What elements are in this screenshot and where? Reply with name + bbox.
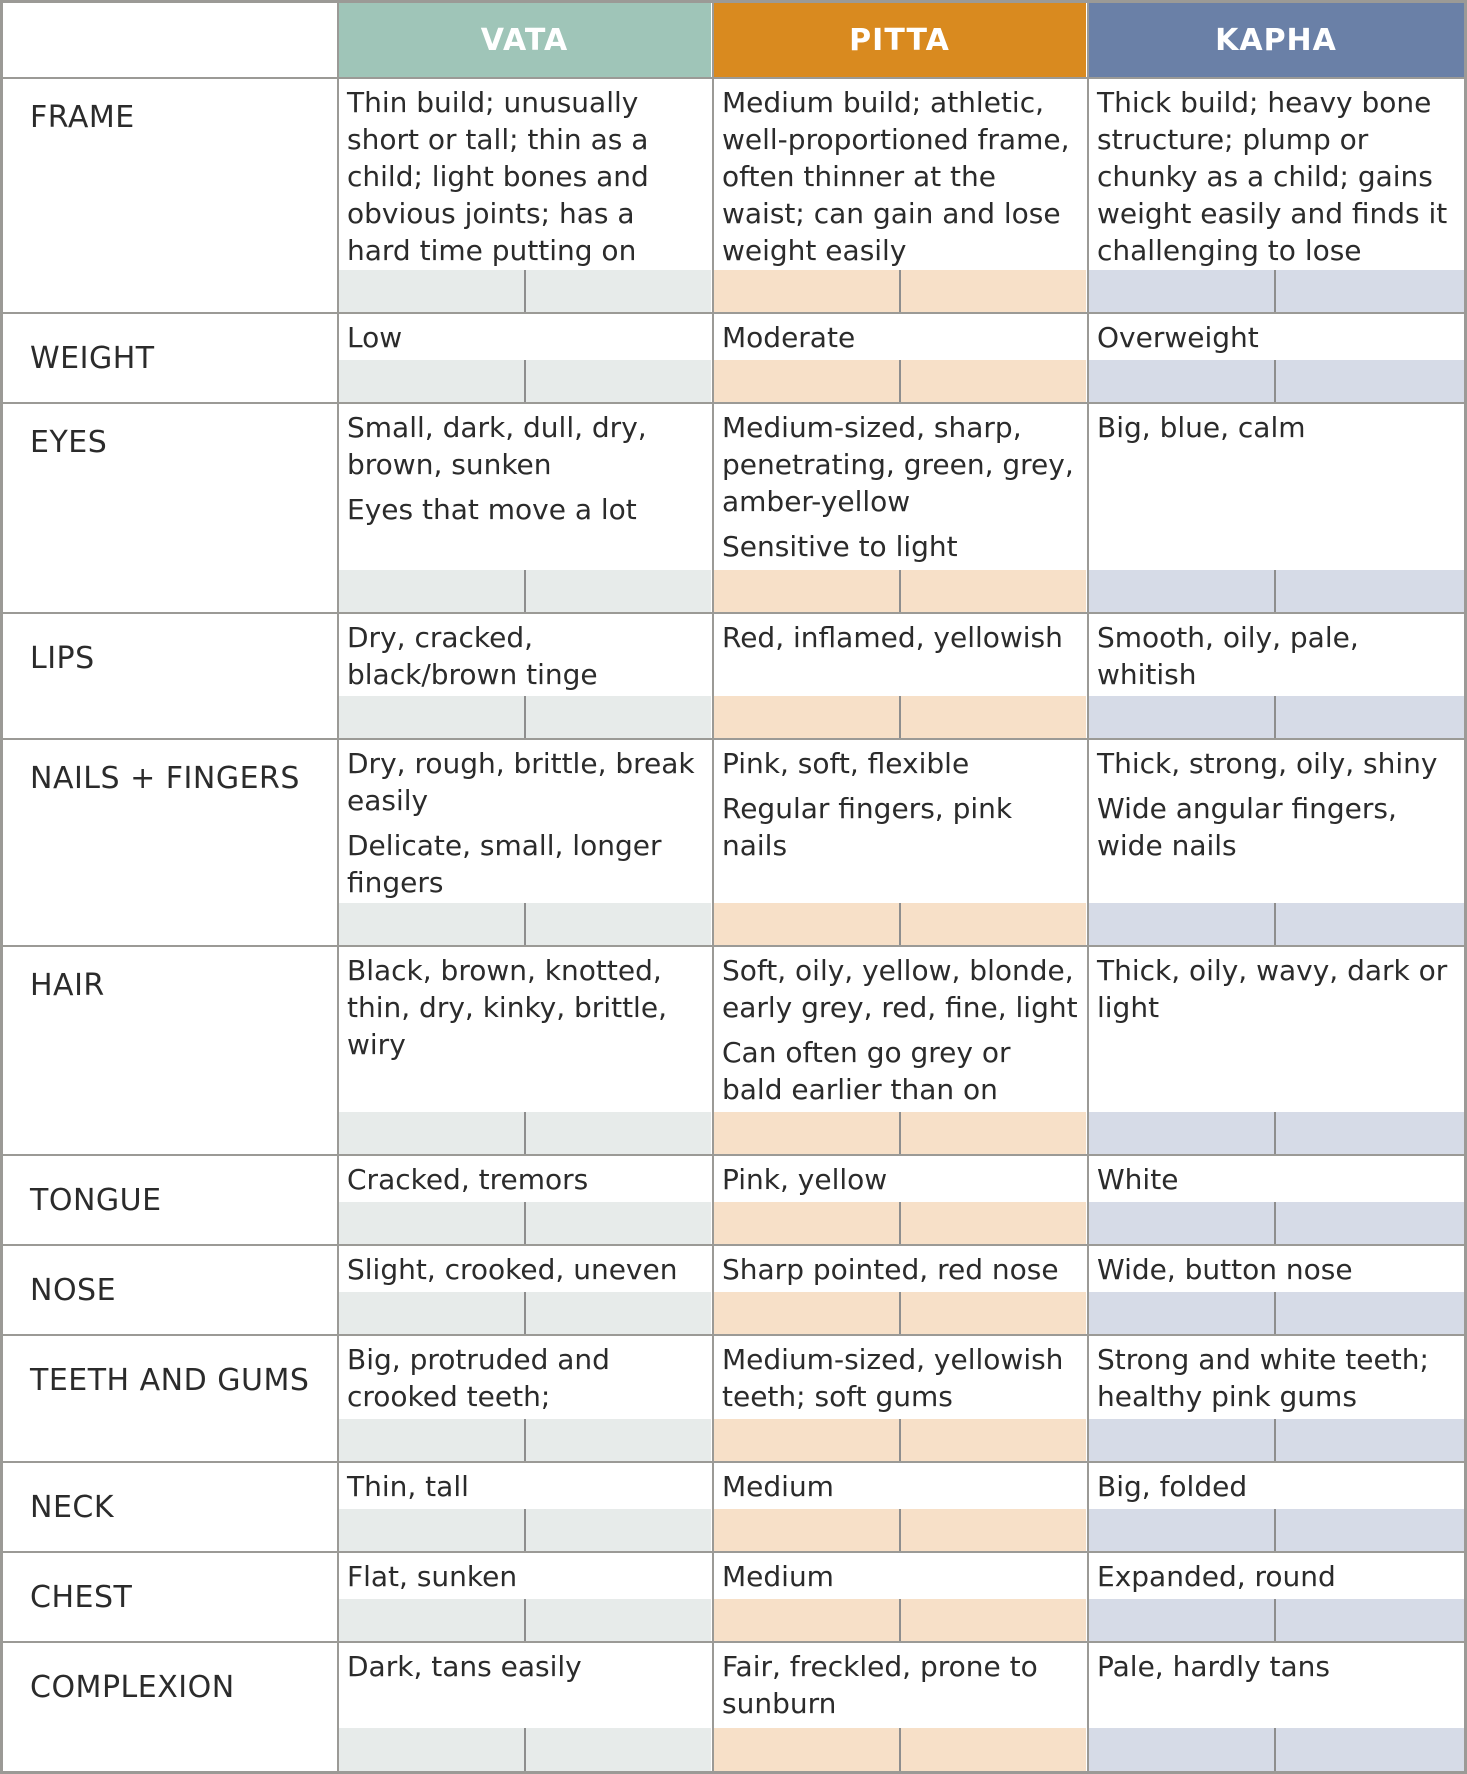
row-divider <box>3 77 1464 79</box>
score-bar <box>338 570 711 613</box>
score-box[interactable] <box>338 1728 524 1771</box>
score-bar <box>713 1112 1086 1155</box>
score-box[interactable] <box>1088 570 1274 613</box>
score-bar <box>713 270 1086 313</box>
cell-paragraph: Pale, hardly tans <box>1097 1650 1331 1683</box>
score-bar <box>338 1599 711 1642</box>
row-divider <box>3 402 1464 404</box>
cell-vata <box>338 1552 711 1642</box>
row-divider <box>3 945 1464 947</box>
column-header-pitta: PITTA <box>713 3 1086 78</box>
cell-paragraph: Dry, rough, brittle, break easily <box>347 747 695 817</box>
cell-paragraph: Big, protruded and crooked teeth; <box>347 1343 610 1413</box>
cell-paragraph: Wide angular fingers, wide nails <box>1097 792 1397 862</box>
score-box[interactable] <box>526 1728 711 1771</box>
cell-paragraph: Sensitive to light <box>722 530 958 563</box>
cell-text <box>713 1642 1086 1730</box>
cell-paragraph: Smooth, oily, pale, whitish <box>1097 621 1359 691</box>
score-box[interactable] <box>1088 1509 1274 1552</box>
cell-text <box>1088 946 1461 1034</box>
cell-paragraph: Slight, crooked, uneven <box>347 1253 678 1286</box>
score-box[interactable] <box>526 1202 711 1245</box>
score-box[interactable] <box>526 696 711 739</box>
score-bar <box>338 1292 711 1335</box>
score-bar <box>713 1419 1086 1462</box>
score-box[interactable] <box>713 903 899 946</box>
table-row <box>3 946 1464 1155</box>
score-box[interactable] <box>713 270 899 313</box>
score-box[interactable] <box>713 1292 899 1335</box>
cell-text <box>713 1335 1086 1423</box>
score-box[interactable] <box>1088 1202 1274 1245</box>
cell-text <box>338 313 711 364</box>
cell-paragraph: Strong and white teeth; healthy pink gums <box>1097 1343 1429 1413</box>
row-label: FRAME <box>30 100 135 135</box>
cell-pitta <box>713 1335 1086 1462</box>
row-label: NOSE <box>30 1272 117 1308</box>
table-row <box>3 313 1464 403</box>
cell-paragraph: Medium <box>722 1470 834 1503</box>
cell-text <box>1088 1462 1461 1513</box>
score-box[interactable] <box>713 696 899 739</box>
score-box[interactable] <box>1276 1202 1464 1245</box>
score-bar <box>713 696 1086 739</box>
cell-vata <box>338 739 711 946</box>
cell-vata <box>338 403 711 613</box>
column-header-kapha: KAPHA <box>1088 3 1464 78</box>
score-box[interactable] <box>901 1509 1086 1552</box>
cell-paragraph: Pink, soft, flexible <box>722 747 970 780</box>
score-bar <box>1088 1509 1464 1552</box>
cell-text <box>1088 1335 1461 1423</box>
score-box[interactable] <box>713 1112 899 1155</box>
score-box[interactable] <box>526 1292 711 1335</box>
cell-paragraph: Moderate <box>722 321 856 354</box>
score-box[interactable] <box>901 1112 1086 1155</box>
score-box[interactable] <box>713 360 899 403</box>
score-box[interactable] <box>713 1509 899 1552</box>
score-box[interactable] <box>338 1112 524 1155</box>
cell-paragraph: Dark, tans easily <box>347 1650 582 1683</box>
score-box[interactable] <box>338 1419 524 1462</box>
cell-kapha <box>1088 1155 1464 1245</box>
header-blank-cell <box>3 3 338 78</box>
score-bar <box>338 1202 711 1245</box>
cell-text <box>338 613 711 701</box>
score-box[interactable] <box>338 1509 524 1552</box>
cell-paragraph: Expanded, round <box>1097 1560 1336 1593</box>
cell-text <box>338 1245 711 1296</box>
score-box[interactable] <box>1088 1599 1274 1642</box>
table-row <box>3 1462 1464 1552</box>
row-divider <box>3 1244 1464 1246</box>
score-box[interactable] <box>1088 696 1274 739</box>
column-divider <box>337 3 339 1771</box>
score-box[interactable] <box>338 1292 524 1335</box>
cell-paragraph: Big, folded <box>1097 1470 1248 1503</box>
cell-text <box>338 1552 711 1603</box>
cell-text <box>1088 1642 1461 1693</box>
cell-text <box>713 403 1086 573</box>
column-divider <box>712 3 714 1771</box>
cell-text <box>1088 739 1461 872</box>
cell-vata <box>338 1335 711 1462</box>
cell-text <box>713 1155 1086 1206</box>
score-box[interactable] <box>526 1112 711 1155</box>
score-box[interactable] <box>901 903 1086 946</box>
score-box[interactable] <box>1276 1419 1464 1462</box>
cell-pitta <box>713 1552 1086 1642</box>
score-bar <box>713 903 1086 946</box>
score-box[interactable] <box>1276 903 1464 946</box>
dosha-table <box>3 3 1464 1771</box>
cell-text <box>713 78 1086 277</box>
table-row <box>3 1335 1464 1462</box>
score-box[interactable] <box>338 1202 524 1245</box>
cell-paragraph: Regular fingers, pink nails <box>722 792 1013 862</box>
score-bar <box>338 1728 711 1771</box>
score-box[interactable] <box>901 1728 1086 1771</box>
cell-kapha <box>1088 1245 1464 1335</box>
score-bar <box>1088 1728 1464 1771</box>
cell-vata <box>338 946 711 1155</box>
cell-paragraph: Wide, button nose <box>1097 1253 1353 1286</box>
column-divider <box>1087 3 1089 1771</box>
cell-text <box>1088 613 1461 701</box>
cell-paragraph: Black, brown, knotted, thin, dry, kinky, brittle, wiry <box>347 954 667 1061</box>
score-box[interactable] <box>526 570 711 613</box>
cell-paragraph: Flat, sunken <box>347 1560 518 1593</box>
cell-kapha <box>1088 1552 1464 1642</box>
cell-paragraph: Cracked, tremors <box>347 1163 589 1196</box>
cell-pitta <box>713 313 1086 403</box>
score-box[interactable] <box>338 570 524 613</box>
cell-pitta <box>713 1462 1086 1552</box>
score-bar <box>713 1728 1086 1771</box>
score-box[interactable] <box>1276 1292 1464 1335</box>
score-box[interactable] <box>1276 1599 1464 1642</box>
cell-paragraph: Sharp pointed, red nose <box>722 1253 1059 1286</box>
score-box[interactable] <box>526 1599 711 1642</box>
cell-vata <box>338 1155 711 1245</box>
score-box[interactable] <box>526 1509 711 1552</box>
score-box[interactable] <box>901 360 1086 403</box>
score-box[interactable] <box>1088 1728 1274 1771</box>
score-bar <box>1088 903 1464 946</box>
score-bar <box>338 270 711 313</box>
table-row <box>3 739 1464 946</box>
cell-paragraph: Thin, tall <box>347 1470 469 1503</box>
score-bar <box>1088 1419 1464 1462</box>
score-box[interactable] <box>338 1599 524 1642</box>
cell-vata <box>338 1462 711 1552</box>
cell-paragraph: Soft, oily, yellow, blonde, early grey, red, fine, light <box>722 954 1078 1024</box>
score-box[interactable] <box>526 360 711 403</box>
cell-text <box>338 946 711 1071</box>
score-box[interactable] <box>713 1599 899 1642</box>
score-box[interactable] <box>1276 696 1464 739</box>
score-box[interactable] <box>1276 1112 1464 1155</box>
row-label: EYES <box>30 425 108 460</box>
row-divider <box>3 312 1464 314</box>
score-bar <box>338 696 711 739</box>
score-bar <box>713 570 1086 613</box>
cell-paragraph: Low <box>347 321 403 354</box>
cell-paragraph: Fair, freckled, prone to sunburn <box>722 1650 1038 1720</box>
score-box[interactable] <box>526 1419 711 1462</box>
table-row <box>3 78 1464 313</box>
score-bar <box>1088 1292 1464 1335</box>
row-label: NECK <box>30 1489 115 1525</box>
score-box[interactable] <box>1088 903 1274 946</box>
cell-text <box>1088 1245 1461 1296</box>
score-box[interactable] <box>1276 1728 1464 1771</box>
cell-pitta <box>713 739 1086 946</box>
cell-text <box>338 1642 711 1693</box>
cell-kapha <box>1088 403 1464 613</box>
score-bar <box>713 1292 1086 1335</box>
score-bar <box>1088 696 1464 739</box>
cell-text <box>713 313 1086 364</box>
score-box[interactable] <box>1088 270 1274 313</box>
cell-paragraph: Thick, oily, wavy, dark or light <box>1097 954 1448 1024</box>
score-box[interactable] <box>1276 570 1464 613</box>
score-box[interactable] <box>713 1202 899 1245</box>
cell-kapha <box>1088 1462 1464 1552</box>
cell-pitta <box>713 403 1086 613</box>
score-bar <box>1088 1112 1464 1155</box>
table-row <box>3 613 1464 739</box>
row-label: COMPLEXION <box>30 1669 235 1705</box>
cell-paragraph: Can often go grey or bald earlier than on <box>722 1036 1011 1106</box>
score-box[interactable] <box>713 1728 899 1771</box>
row-label: LIPS <box>30 640 95 676</box>
cell-text <box>713 1462 1086 1513</box>
row-divider <box>3 1551 1464 1553</box>
cell-vata <box>338 1245 711 1335</box>
cell-kapha <box>1088 739 1464 946</box>
cell-kapha <box>1088 1335 1464 1462</box>
cell-vata <box>338 1642 711 1771</box>
score-box[interactable] <box>901 1292 1086 1335</box>
score-box[interactable] <box>1088 360 1274 403</box>
score-bar <box>713 360 1086 403</box>
score-bar <box>338 360 711 403</box>
cell-text <box>1088 1155 1461 1206</box>
cell-vata <box>338 613 711 739</box>
cell-paragraph: Thick build; heavy bone structure; plump or chunky as a child; gains weight easily and finds it challenging to lose <box>1097 86 1448 267</box>
table-row <box>3 1642 1464 1771</box>
cell-paragraph: Thin build; unusually short or tall; thin as a child; light bones and obvious joints; has a hard time putting on <box>347 86 649 267</box>
cell-pitta <box>713 1642 1086 1771</box>
score-box[interactable] <box>901 270 1086 313</box>
score-bar <box>338 1112 711 1155</box>
score-box[interactable] <box>901 570 1086 613</box>
score-bar <box>1088 1599 1464 1642</box>
cell-paragraph: Delicate, small, longer fingers <box>347 829 662 899</box>
score-box[interactable] <box>713 1419 899 1462</box>
row-divider <box>3 738 1464 740</box>
cell-text <box>1088 313 1461 364</box>
cell-paragraph: Medium-sized, sharp, penetrating, green, grey, amber-yellow <box>722 411 1074 518</box>
cell-paragraph: Thick, strong, oily, shiny <box>1097 747 1438 780</box>
cell-pitta <box>713 1245 1086 1335</box>
cell-text <box>713 739 1086 872</box>
row-divider <box>3 1334 1464 1336</box>
score-bar <box>338 903 711 946</box>
cell-paragraph: Medium <box>722 1560 834 1593</box>
score-box[interactable] <box>901 1599 1086 1642</box>
row-label: HAIR <box>30 968 105 1003</box>
cell-vata <box>338 313 711 403</box>
score-bar <box>1088 360 1464 403</box>
cell-text <box>1088 403 1461 454</box>
cell-paragraph: Eyes that move a lot <box>347 493 637 526</box>
score-box[interactable] <box>338 270 524 313</box>
cell-text <box>338 1155 711 1206</box>
cell-paragraph: White <box>1097 1163 1179 1196</box>
row-label: TEETH AND GUMS <box>30 1362 310 1398</box>
score-box[interactable] <box>901 696 1086 739</box>
cell-paragraph: Medium build; athletic, well-proportioned frame, often thinner at the waist; can gain and lose weight easily <box>722 86 1070 267</box>
score-box[interactable] <box>338 903 524 946</box>
score-box[interactable] <box>1088 1419 1274 1462</box>
score-box[interactable] <box>1276 270 1464 313</box>
cell-kapha <box>1088 1642 1464 1771</box>
score-box[interactable] <box>1276 1509 1464 1552</box>
row-label: CHEST <box>30 1579 133 1615</box>
cell-kapha <box>1088 313 1464 403</box>
score-bar <box>713 1599 1086 1642</box>
table-row <box>3 1552 1464 1642</box>
cell-kapha <box>1088 78 1464 313</box>
cell-paragraph: Pink, yellow <box>722 1163 888 1196</box>
row-label: NAILS + FINGERS <box>30 761 300 796</box>
score-box[interactable] <box>1088 1112 1274 1155</box>
row-divider <box>3 1461 1464 1463</box>
score-box[interactable] <box>1276 360 1464 403</box>
cell-pitta <box>713 78 1086 313</box>
row-divider <box>3 1154 1464 1156</box>
cell-text <box>338 403 711 536</box>
score-bar <box>1088 570 1464 613</box>
cell-paragraph: Big, blue, calm <box>1097 411 1306 444</box>
table-row <box>3 403 1464 613</box>
score-box[interactable] <box>1088 1292 1274 1335</box>
cell-paragraph: Small, dark, dull, dry, brown, sunken <box>347 411 647 481</box>
score-box[interactable] <box>901 1419 1086 1462</box>
row-label: TONGUE <box>30 1182 162 1218</box>
score-box[interactable] <box>338 360 524 403</box>
score-bar <box>1088 1202 1464 1245</box>
cell-paragraph: Medium-sized, yellowish teeth; soft gums <box>722 1343 1064 1413</box>
cell-text <box>338 739 711 909</box>
score-bar <box>713 1509 1086 1552</box>
score-bar <box>338 1509 711 1552</box>
cell-text <box>713 613 1086 664</box>
column-header-vata: VATA <box>338 3 711 78</box>
cell-pitta <box>713 1155 1086 1245</box>
row-divider <box>3 612 1464 614</box>
cell-vata <box>338 78 711 313</box>
score-bar <box>1088 270 1464 313</box>
row-divider <box>3 1641 1464 1643</box>
score-box[interactable] <box>526 270 711 313</box>
score-bar <box>713 1202 1086 1245</box>
table-row <box>3 1245 1464 1335</box>
score-box[interactable] <box>713 570 899 613</box>
cell-text <box>713 1552 1086 1603</box>
score-box[interactable] <box>338 696 524 739</box>
cell-kapha <box>1088 946 1464 1155</box>
cell-kapha <box>1088 613 1464 739</box>
cell-pitta <box>713 613 1086 739</box>
score-box[interactable] <box>526 903 711 946</box>
cell-paragraph: Red, inflamed, yellowish <box>722 621 1063 654</box>
cell-paragraph: Overweight <box>1097 321 1259 354</box>
row-label: WEIGHT <box>30 340 155 376</box>
cell-text <box>338 1462 711 1513</box>
cell-pitta <box>713 946 1086 1155</box>
cell-paragraph: Dry, cracked, black/brown tinge <box>347 621 598 691</box>
table-row <box>3 1155 1464 1245</box>
score-box[interactable] <box>901 1202 1086 1245</box>
cell-text <box>1088 1552 1461 1603</box>
score-bar <box>338 1419 711 1462</box>
